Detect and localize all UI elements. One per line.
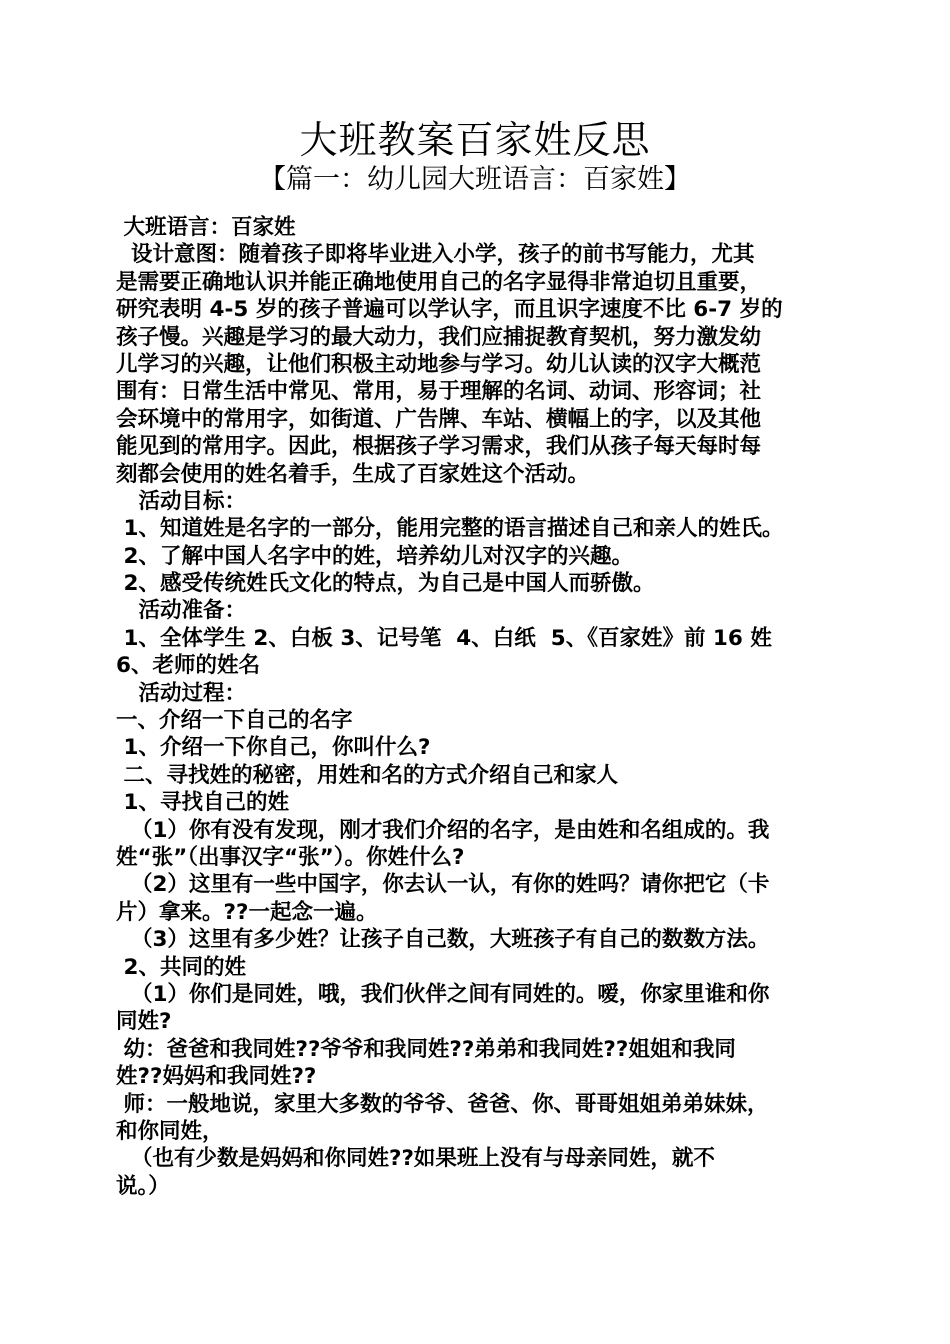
text-line: 活动过程：: [116, 680, 246, 706]
text-line: 大班语言：百家姓: [116, 215, 296, 240]
text-line: 1、知道姓是名字的一部分，能用完整的语言描述自己和亲人的姓氏。: [116, 516, 784, 542]
document-subtitle: 【篇一：幼儿园大班语言：百家姓】: [259, 164, 691, 195]
text-line: （1）你有没有发现，刚才我们介绍的名字，是由姓和名组成的。我: [116, 817, 770, 843]
text-line: 1、寻找自己的姓: [116, 790, 289, 816]
document-title: 大班教案百家姓反思: [299, 118, 651, 162]
text-line: 和你同姓，: [116, 1118, 224, 1144]
text-line: 师：一般地说，家里大多数的爷爷、爸爸、你、哥哥姐姐弟弟妹妹，: [116, 1091, 769, 1117]
text-line: 会环境中的常用字，如街道、广告牌、车站、横幅上的字，以及其他: [116, 406, 762, 432]
text-line: 刻都会使用的姓名着手，生成了百家姓这个活动。: [116, 461, 590, 487]
text-line: 1、介绍一下你自己，你叫什么?: [116, 735, 431, 761]
text-line: 1、全体学生 2、白板 3、记号笔 4、白纸 5、《百家姓》前 16 姓: [116, 625, 772, 651]
text-line: （1）你们是同姓，哦，我们伙伴之间有同姓的。嗳，你家里谁和你: [116, 981, 770, 1007]
document-body: [116, 214, 846, 1200]
text-line: 活动准备：: [116, 598, 246, 624]
text-line: 2、共同的姓: [116, 954, 246, 980]
text-line: （也有少数是妈妈和你同姓??如果班上没有与母亲同姓，就不: [116, 1146, 715, 1172]
text-line: 能见到的常用字。因此，根据孩子学习需求，我们从孩子每天每时每: [116, 434, 762, 460]
text-line: 设计意图：随着孩子即将毕业进入小学，孩子的前书写能力，尤其: [116, 242, 755, 268]
text-line: 片）拿来。??一起念一遍。: [116, 899, 378, 925]
text-line: 孩子慢。兴趣是学习的最大动力，我们应捕捉教育契机，努力激发幼: [116, 324, 762, 350]
text-line: 活动目标：: [116, 488, 246, 514]
text-line: 一、介绍一下自己的名字: [116, 708, 353, 734]
text-line: 姓“张”（出事汉字“张”）。你姓什么?: [116, 844, 465, 870]
text-line: （3）这里有多少姓？让孩子自己数，大班孩子有自己的数数方法。: [116, 927, 770, 953]
text-line: 说。）: [116, 1173, 170, 1199]
text-line: 幼：爸爸和我同姓??爷爷和我同姓??弟弟和我同姓??姐姐和我同: [116, 1036, 736, 1062]
text-line: 二、寻找姓的秘密，用姓和名的方式介绍自己和家人: [116, 762, 618, 788]
text-line: 儿学习的兴趣，让他们积极主动地参与学习。幼儿认读的汉字大概范: [116, 351, 762, 377]
text-line: 研究表明 4-5 岁的孩子普遍可以学认字，而且识字速度不比 6-7 岁的: [116, 297, 783, 323]
text-line: 2、了解中国人名字中的姓，培养幼儿对汉字的兴趣。: [116, 543, 633, 569]
text-line: 2、感受传统姓氏文化的特点，为自己是中国人而骄傲。: [116, 571, 655, 597]
text-line: 围有：日常生活中常见、常用，易于理解的名词、动词、形容词；社: [116, 379, 762, 405]
text-line: （2）这里有一些中国字，你去认一认，有你的姓吗？请你把它（卡: [116, 872, 770, 898]
text-line: 是需要正确地认识并能正确地使用自己的名字显得非常迫切且重要，: [116, 269, 762, 295]
text-line: 同姓?: [116, 1009, 172, 1035]
text-line: 姓??妈妈和我同姓??: [116, 1064, 317, 1090]
text-line: 6、老师的姓名: [116, 653, 260, 679]
